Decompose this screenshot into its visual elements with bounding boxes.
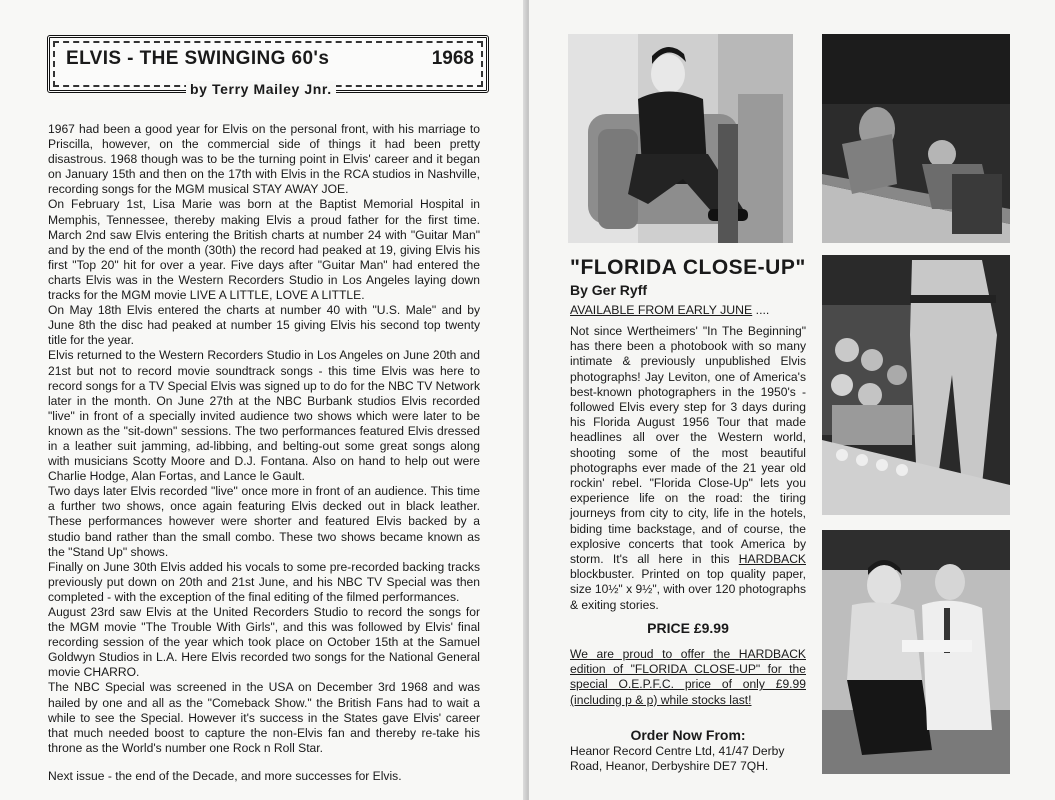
book-title: "FLORIDA CLOSE-UP": [570, 256, 806, 279]
article-paragraph: 1967 had been a good year for Elvis on the personal front, with his marriage to Priscilla, however, on the commercial side of things it had been pretty disastrous. 1968 though was to be the turning point in Elvis' career and it began on January 15th and then on the 17th with Elvis in the RCA studios in Nashville, recording songs for the MGM musical STAY AWAY JOE.: [48, 122, 480, 197]
article-paragraph: The NBC Special was screened in the USA on December 3rd 1968 and was hailed by one and all as the "Comeback Show." the British Fans had to wait a while to see the Special. However it's success in the States gave Elvis' career that much needed boost to capture the non-Elvis fan and thereby re-take his throne as the World's number one Rock n Roll Star.: [48, 680, 480, 755]
photo-stage-scene: [822, 34, 1010, 243]
article-paragraph: On February 1st, Lisa Marie was born at the Baptist Memorial Hospital in Memphis, Tennessee, thereby making Elvis a proud father for the first time. March 2nd saw Elvis entering the British charts at number 24 with "Guitar Man" and by the end of the month (30th) the record had peaked at 19, giving Elvis his first "Top 20" hit for over a year. Five days after "Guitar Man" had entered the charts Elvis was in the Western Recorders Studio in Los Angeles laying down tracks for the MGM movie LIVE A LITTLE, LOVE A LITTLE.: [48, 197, 480, 303]
article-paragraph: Elvis returned to the Western Recorders Studio in Los Angeles on June 20th and 21st but not to record movie soundtrack songs - this time Elvis was here to record songs for a TV Special Elvis was signed up to do for the NBC TV Network later in the month. On June 27th at the NBC Burbank studios Elvis recorded "live" in front of a specially invited audience two shows which were later to be known as the "sit-down" sessions. The two performances featured Elvis dressed in a leather suit jamming, ad-libbing, and belting-out some great songs along with musicians Scotty Moore and D.J. Fontana. Also on hand to help out were Charlie Hodge, Alan Fortas, and Lance le Gault.: [48, 348, 480, 484]
photo-elvis-signing: [822, 530, 1010, 774]
availability-line: [570, 303, 769, 317]
book-description: [570, 324, 806, 613]
availability-suffix: ....: [752, 303, 770, 317]
book-price: PRICE £9.99: [647, 620, 729, 636]
photo-crowd-police: [822, 255, 1010, 515]
book-author: By Ger Ryff: [570, 282, 648, 298]
next-issue-note: Next issue - the end of the Decade, and more successes for Elvis.: [48, 768, 402, 783]
article-title: ELVIS - THE SWINGING 60's: [66, 48, 330, 69]
special-offer: We are proud to offer the HARDBACK edition of "FLORIDA CLOSE-UP" for the special O.E.P.F.C. price of only £9.99 (including p & p) while stocks last!: [570, 647, 806, 707]
article-paragraph: Two days later Elvis recorded "live" once more in front of an audience. This time a further two shows, once again featuring Elvis decked out in black leather. These performances however were shorter and featured Elvis backed by a studio band rather than the small combo. These two shows became known as the "Stand Up" shows.: [48, 484, 480, 559]
article-byline: by Terry Mailey Jnr.: [186, 81, 336, 97]
article-paragraph: On May 18th Elvis entered the charts at number 40 with "U.S. Male" and by June 8th the disc had peaked at number 15 giving Elvis his second top twenty title for the year.: [48, 303, 480, 348]
book-description-tail: blockbuster. Printed on top quality paper, size 10½" x 9½", with over 120 photographs & exiting stories.: [570, 567, 806, 612]
order-address: Heanor Record Centre Ltd, 41/47 Derby Road, Heanor, Derbyshire DE7 7QH.: [570, 744, 785, 774]
availability-text: AVAILABLE FROM EARLY JUNE: [570, 303, 753, 317]
left-page: [0, 0, 527, 800]
hardback-emphasis: HARDBACK: [738, 552, 806, 567]
article-paragraph: August 23rd saw Elvis at the United Recorders Studio to record the songs for the MGM movie "The Trouble With Girls", and this was followed by Elvis' final recording session of the year which took place on October 15th at the Samuel Goldwyn Studios in L.A. Here Elvis recorded two songs for the National General movie CHARRO.: [48, 605, 480, 680]
photo-elvis-seated: [568, 34, 793, 243]
article-body: [48, 122, 480, 784]
article-year: 1968: [431, 48, 474, 69]
article-paragraph: Finally on June 30th Elvis added his vocals to some pre-recorded backing tracks previously put down on 20th and 21st June, and his NBC TV Special was then completed - with the exception of the final editing of the filmed performances.: [48, 559, 480, 604]
book-description-text: Not since Wertheimers' "In The Beginning" has there been a photobook with so many intimate & previously unpublished Elvis photographs! Jay Leviton, one of America's best-known photographers in the 1950's - followed Elvis every step for 3 days during his Florida August 1956 Tour that made headlines all over the Western world, shooting some of the most beautiful photographs ever made of the 21 year old rockin' rebel. "Florida Close-Up" lets you experience life on the road: the tiring journeys from city to city, life in the hotels, biding time backstage, and of course, the explosive concerts that took America by storm. It's all here in this: [570, 324, 806, 567]
order-heading: Order Now From:: [630, 727, 746, 743]
